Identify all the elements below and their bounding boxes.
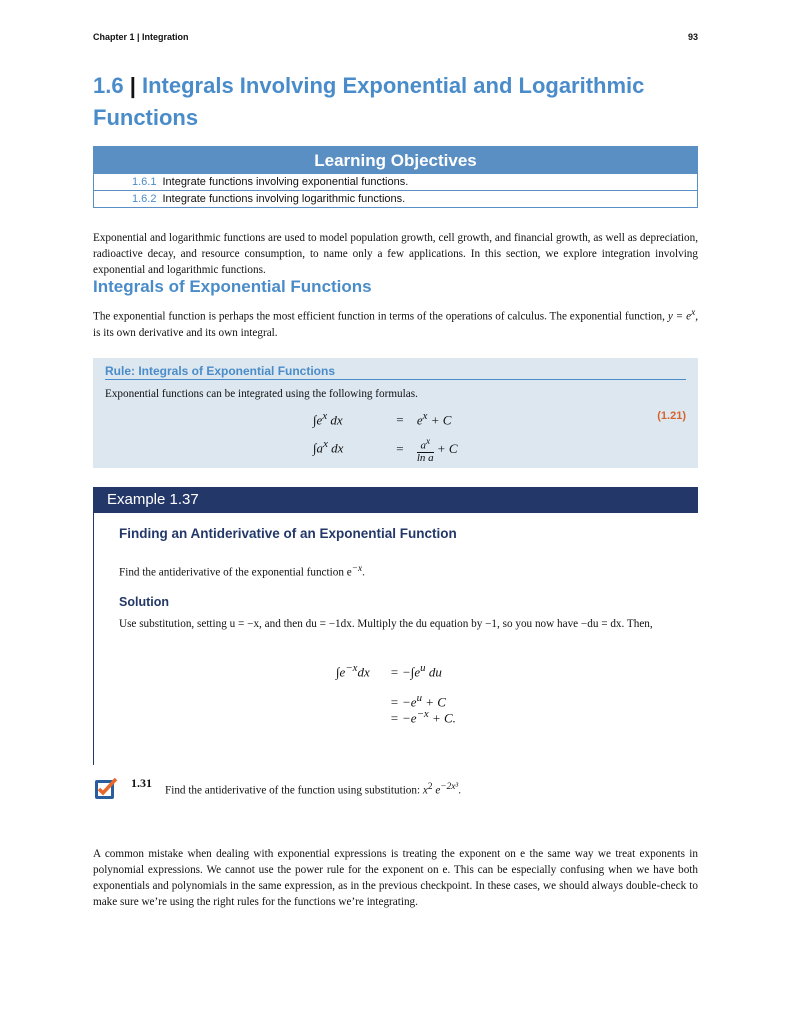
m: + C (427, 412, 452, 428)
learning-objectives-title: Learning Objectives (94, 147, 697, 174)
m: u (420, 662, 426, 674)
section-title-text: Integrals Involving Exponential and Logarithmic Functions (93, 73, 645, 130)
m: = −e (390, 694, 417, 710)
m: dx (357, 664, 370, 680)
example-problem (119, 564, 365, 579)
math: y = e (667, 310, 692, 323)
learning-objectives (93, 146, 698, 208)
example-label: Example 1.37 (107, 491, 199, 508)
m: ln a (416, 451, 434, 464)
m: dx (327, 440, 344, 456)
m: e (416, 412, 423, 428)
m: x (322, 410, 328, 422)
m: 2 (427, 782, 433, 792)
fraction (417, 436, 434, 464)
m: = (396, 440, 404, 456)
m: e (432, 784, 441, 797)
equation-number: (1.21) (657, 410, 686, 422)
page-number: 93 (687, 32, 698, 42)
objective-item (94, 190, 697, 207)
checkpoint-icon (94, 777, 116, 799)
formula-1 (313, 410, 451, 428)
solution-step (390, 708, 456, 726)
closing-paragraph: A common mistake when dealing with exponential expressions is treating the exponent on e the same way we treat exponents in polynomial expressions. We cannot use the power rule for the exponent on e. This can be especially confusing when we have both exponentials and polynomials in the same expression, as in the previous checkpoint. In these cases, we should always double-check to make sure we’re using the right rules for the functions we’re integrating. (93, 848, 698, 908)
text: The exponential function is perhaps the most efficient function in terms of the operations of calculus. The exponential function, (93, 310, 665, 323)
formula-2 (313, 436, 458, 464)
m: + C (422, 694, 446, 710)
objective-number: 1.6.2 (132, 193, 157, 205)
objective-number: 1.6.1 (132, 176, 157, 188)
checkpoint-number: 1.31 (131, 776, 152, 790)
objective-text: Integrate functions involving exponential functions. (162, 176, 409, 188)
intro-paragraph: Exponential and logarithmic functions are used to model population growth, cell growth, and financial growth, as well as depreciation, radioactive decay, and resource consumption, to name only a few applications. In this section, we explore integration involving exponential and logarithmic functions. (93, 232, 698, 276)
subsection-heading: Integrals of Exponential Functions (93, 277, 372, 296)
m: x (422, 784, 428, 797)
example-border (93, 513, 94, 765)
rule-text: Exponential functions can be integrated using the following formulas. (105, 388, 418, 400)
t: Find the antiderivative of the exponential function e (119, 566, 352, 579)
example-header (93, 487, 698, 513)
m: ∫e (336, 664, 346, 680)
rule-box (93, 358, 698, 468)
m: dx (327, 412, 343, 428)
rule-title: Rule: Integrals of Exponential Functions (105, 364, 686, 380)
m: x (422, 410, 428, 422)
t: . (362, 566, 365, 579)
solution-label: Solution (119, 595, 169, 609)
running-header-chapter: Chapter 1 | Integration (93, 32, 189, 42)
objective-item (94, 174, 697, 190)
m: ∫a (313, 440, 324, 456)
section-number: 1.6 (93, 73, 124, 98)
m: −x (416, 708, 429, 720)
m: du (425, 664, 442, 680)
m: = −∫e (390, 664, 421, 680)
m: −2x³ (440, 782, 459, 792)
section-title (93, 70, 693, 134)
m: x (425, 436, 431, 446)
t: . (458, 784, 462, 797)
solution-text: Use substitution, setting u = −x, and then du = −1dx. Multiply the du equation by −1, so you now have −du = dx. Then, (119, 618, 653, 630)
text: , is its own derivative and its own integral. (93, 310, 698, 339)
solution-step (336, 662, 442, 680)
m: a (420, 439, 426, 452)
m: −x (351, 564, 363, 574)
m: x (323, 438, 328, 451)
m: = (396, 412, 404, 428)
t: Find the antiderivative of the function using substitution: (165, 784, 421, 797)
separator: | (129, 73, 136, 98)
checkpoint-text (165, 782, 461, 797)
exponential-paragraph (93, 305, 698, 341)
m: −x (345, 662, 358, 674)
m: ∫e (313, 412, 323, 428)
math-sup: x (691, 308, 696, 318)
m: = −e (390, 710, 417, 726)
m: u (416, 692, 422, 704)
objective-text: Integrate functions involving logarithmic functions. (162, 193, 406, 205)
m: + C. (428, 710, 456, 726)
m: + C (433, 440, 458, 456)
example-title: Finding an Antiderivative of an Exponential Function (119, 526, 457, 541)
